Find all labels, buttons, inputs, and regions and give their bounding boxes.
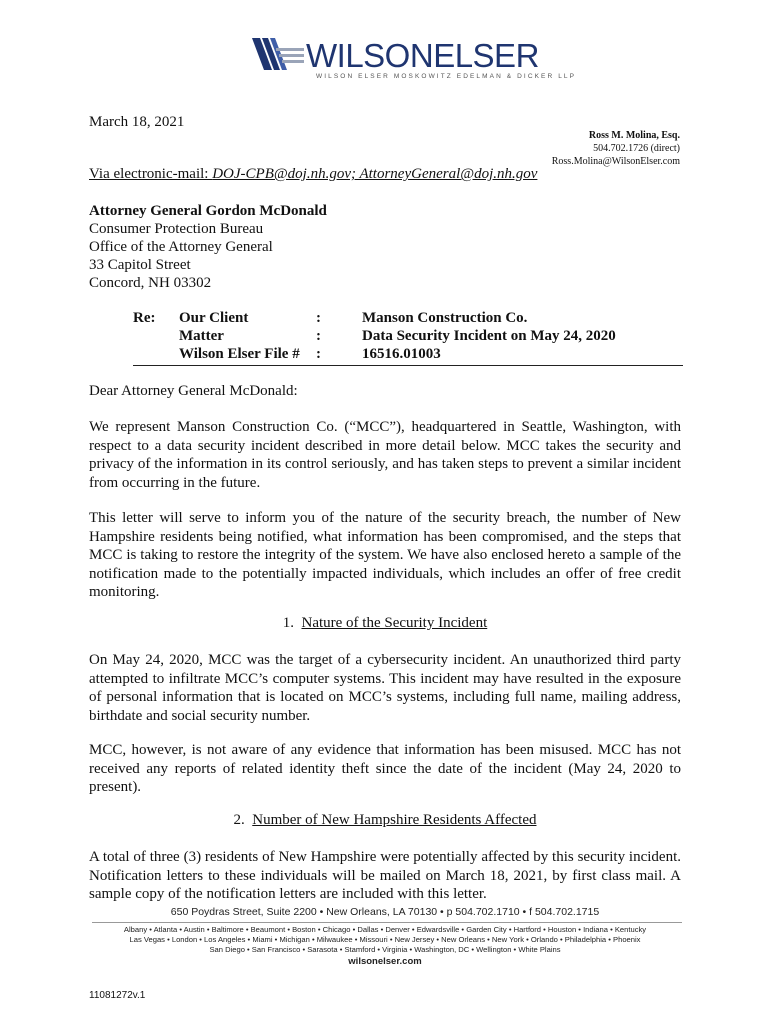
sender-email: Ross.Molina@WilsonElser.com (551, 156, 680, 167)
recipient-line: 33 Capitol Street (89, 257, 191, 273)
re-row (133, 309, 683, 327)
re-colon: : (316, 346, 321, 362)
letter-date: March 18, 2021 (89, 114, 185, 130)
paragraph: We represent Manson Construction Co. (“MCC”), headquartered in Seattle, Washington, with respect to a data security incident described in more detail below. MCC takes the security and privacy of the information in its control seriously, and has taken steps to prevent a similar incident from occurring in the future. (89, 419, 681, 491)
delivery-method-line (89, 166, 537, 183)
sender-phone: 504.702.1726 (direct) (593, 143, 680, 154)
paragraph: On May 24, 2020, MCC was the target of a cybersecurity incident. An unauthorized third party attempted to infiltrate MCC’s computer systems. This incident may have resulted in the exposure of personal information that is located on MCC’s systems, including full name, mailing address, birthdate and social security number. (89, 652, 681, 724)
recipient-address-block (89, 202, 327, 292)
recipient-line: Office of the Attorney General (89, 239, 273, 255)
re-key: Our Client (179, 310, 249, 326)
office-line: Albany • Atlanta • Austin • Baltimore • Beaumont • Boston • Chicago • Dallas • Denver • Edwardsville • Garden City • Hartford • Houston • Indiana • Kentucky (123, 925, 647, 934)
recipient-name: Attorney General Gordon McDonald (89, 203, 327, 219)
document-number: 11081272v.1 (89, 990, 146, 1001)
re-colon: : (316, 328, 321, 344)
logo-tagline: WILSON ELSER MOSKOWITZ EDELMAN & DICKER LLP (316, 73, 577, 80)
re-key: Wilson Elser File # (179, 346, 300, 362)
re-row (133, 327, 683, 345)
paragraph: A total of three (3) residents of New Hampshire were potentially affected by this security incident. Notification letters to these individuals will be mailed on March 18, 2021, by first class mail. A sample copy of the notification letters are included with this letter. (89, 849, 681, 902)
salutation: Dear Attorney General McDonald: (89, 383, 298, 399)
re-key: Matter (179, 328, 224, 344)
logo-mark-icon (250, 36, 304, 72)
re-value: 16516.01003 (362, 346, 441, 362)
footer-address: 650 Poydras Street, Suite 2200 • New Orleans, LA 70130 • p 504.702.1710 • f 504.702.1715 (170, 906, 600, 918)
section-heading (89, 615, 681, 632)
section-title: Number of New Hampshire Residents Affected (252, 812, 537, 828)
office-line: San Diego • San Francisco • Sarasota • Stamford • Virginia • Washington, DC • Wellington • White Plains (209, 945, 561, 954)
re-label: Re: (133, 310, 156, 326)
recipient-line: Consumer Protection Bureau (89, 221, 264, 237)
recipient-line: Concord, NH 03302 (89, 275, 212, 291)
firm-logo (250, 32, 577, 82)
re-block (133, 309, 683, 363)
re-divider (133, 365, 683, 366)
section-title: Nature of the Security Incident (301, 615, 488, 631)
logo-wordmark: WILSONELSER (306, 37, 539, 74)
paragraph: This letter will serve to inform you of the nature of the security breach, the number of New Hampshire residents being notified, what information has been compromised, and the steps that MCC is taking to restore the integrity of the system. We have also enclosed hereto a sample of the notification made to the potentially impacted individuals, which includes an offer of free credit monitoring. (89, 510, 681, 600)
section-number: 2. (233, 812, 245, 828)
re-colon: : (316, 310, 321, 326)
sender-contact-block (552, 129, 680, 168)
office-line: Las Vegas • London • Los Angeles • Miami • Michigan • Milwaukee • Missouri • New Jersey • New Orleans • New York • Orlando • Philadelphia • Phoenix (129, 935, 641, 944)
section-heading (89, 812, 681, 829)
section-number: 1. (282, 615, 294, 631)
paragraph: MCC, however, is not aware of any evidence that information has been misused. MCC has not received any reports of related identity theft since the date of the incident (May 24, 2020 to present). (89, 742, 681, 795)
footer-website: wilsonelser.com (348, 956, 422, 967)
re-value: Data Security Incident on May 24, 2020 (362, 328, 616, 344)
re-value: Manson Construction Co. (362, 310, 528, 326)
via-label: Via electronic-mail: (89, 166, 213, 182)
via-emails: DOJ-CPB@doj.nh.gov; AttorneyGeneral@doj.nh.gov (212, 166, 538, 182)
footer-office-list (85, 925, 685, 955)
footer-divider (92, 922, 682, 923)
re-row (133, 345, 683, 363)
sender-name: Ross M. Molina, Esq. (588, 130, 680, 141)
